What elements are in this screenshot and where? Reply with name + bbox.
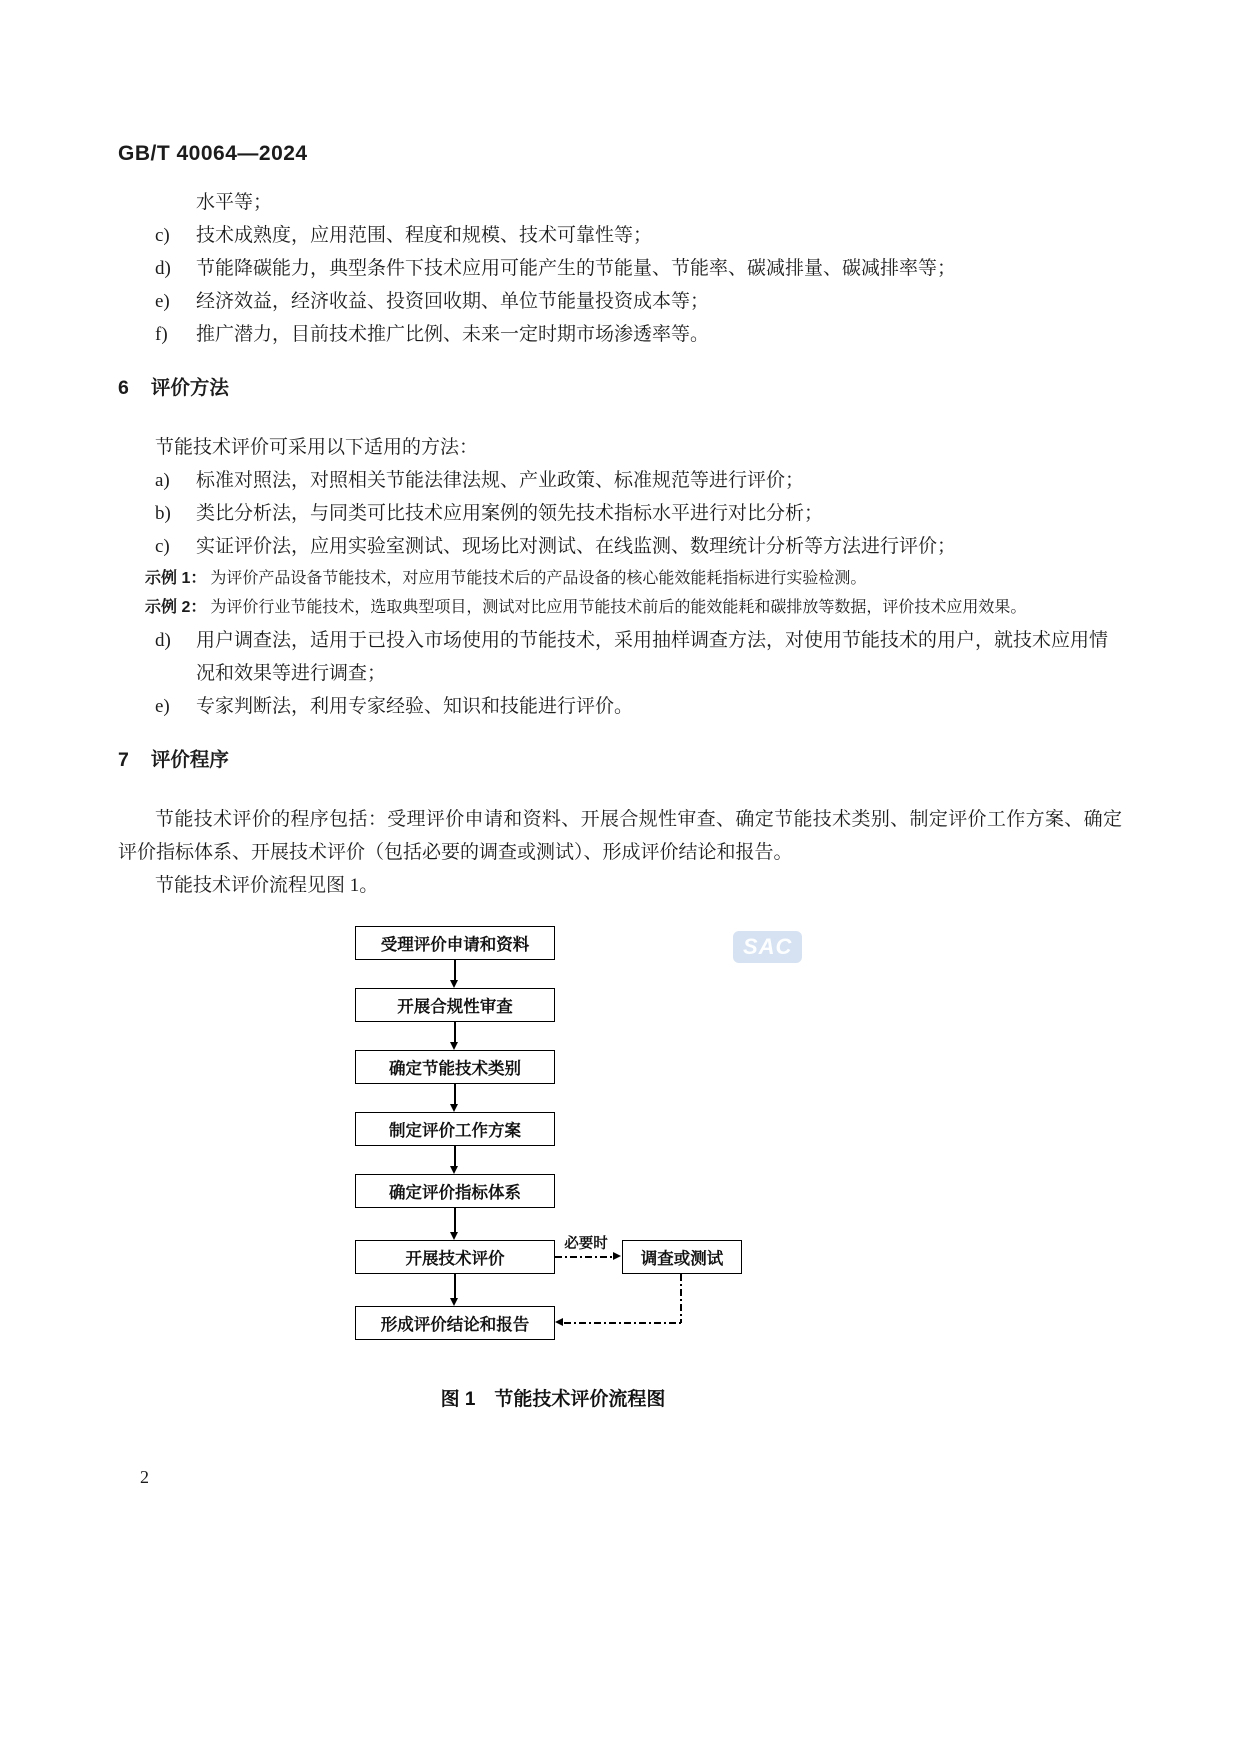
down-arrow-icon [454, 1274, 456, 1298]
figure-caption-wrap [118, 1384, 988, 1411]
flow-step-accept: 受理评价申请和资料 [355, 926, 555, 960]
list-marker: c) [155, 536, 170, 557]
list-text: 实证评价法，应用实验室测试、现场比对测试、在线监测、数理统计分析等方法进行评价； [196, 536, 957, 557]
section-title: 评价程序 [150, 749, 229, 771]
down-arrow-icon [454, 1084, 456, 1104]
flow-step-indicators: 确定评价指标体系 [355, 1174, 555, 1208]
dashdot-line [680, 1274, 682, 1323]
sac-watermark: SAC [733, 931, 802, 963]
list-item [118, 219, 1122, 252]
list-marker: f) [155, 324, 168, 345]
right-arrow-icon [613, 1252, 621, 1260]
list-marker: e) [155, 696, 170, 717]
example-2 [118, 595, 1122, 621]
list-item [118, 624, 1122, 690]
dashdot-line [564, 1322, 681, 1324]
flow-step-survey: 调查或测试 [622, 1240, 742, 1274]
list-marker: d) [155, 630, 171, 651]
flow-step-category: 确定节能技术类别 [355, 1050, 555, 1084]
flow-step-report: 形成评价结论和报告 [355, 1306, 555, 1340]
list-text: 推广潜力，目前技术推广比例、未来一定时期市场渗透率等。 [196, 324, 710, 345]
list-item [118, 464, 1122, 497]
section6-lead: 节能技术评价可采用以下适用的方法： [155, 437, 479, 458]
section-number: 7 [118, 749, 129, 771]
list-text: 类比分析法，与同类可比技术应用案例的领先技术指标水平进行对比分析； [196, 503, 824, 524]
page-number: 2 [140, 1467, 149, 1487]
down-arrow-icon [454, 1022, 456, 1042]
down-arrow-icon [454, 1208, 456, 1232]
down-arrow-icon [454, 1146, 456, 1166]
list-marker: a) [155, 470, 170, 491]
section7-figure-ref: 节能技术评价流程见图 1。 [155, 875, 379, 896]
list-text: 节能降碳能力，典型条件下技术应用可能产生的节能量、节能率、碳减排量、碳减排率等； [196, 258, 957, 279]
flow-step-evaluate: 开展技术评价 [355, 1240, 555, 1274]
list-marker: d) [155, 258, 171, 279]
list-item [118, 497, 1122, 530]
continuation-line: 水平等； [196, 192, 273, 213]
section7-paragraph: 节能技术评价的程序包括：受理评价申请和资料、开展合规性审查、确定节能技术类别、制定评价工作方案、确定评价指标体系、开展技术评价（包括必要的调查或测试）、形成评价结论和报告。 [118, 809, 1122, 863]
down-arrow-icon [454, 960, 456, 980]
branch-label: 必要时 [564, 1236, 608, 1252]
standard-number: GB/T 40064—2024 [118, 142, 308, 165]
example-text: 为评价行业节能技术，选取典型项目，测试对比应用节能技术前后的能效能耗和碳排放等数据，评价技术应用效果。 [210, 599, 1027, 616]
list-item [118, 285, 1122, 318]
list-text: 用户调查法，适用于已投入市场使用的节能技术，采用抽样调查方法，对使用节能技术的用户，就技术应用情况和效果等进行调查； [196, 630, 1109, 684]
flow-step-compliance: 开展合规性审查 [355, 988, 555, 1022]
section-heading-7 [118, 745, 1122, 775]
dashdot-line [555, 1256, 613, 1258]
flow-step-workplan: 制定评价工作方案 [355, 1112, 555, 1146]
section-title: 评价方法 [150, 377, 229, 399]
figure-caption: 图 1 节能技术评价流程图 [440, 1389, 666, 1410]
list-marker: c) [155, 225, 170, 246]
section-heading-6 [118, 373, 1122, 403]
example-label: 示例 2： [145, 599, 207, 616]
flowchart [118, 926, 1122, 1340]
list-text: 标准对照法，对照相关节能法律法规、产业政策、标准规范等进行评价； [196, 470, 805, 491]
list-item [118, 318, 1122, 351]
list-text: 经济效益，经济收益、投资回收期、单位节能量投资成本等； [196, 291, 710, 312]
example-text: 为评价产品设备节能技术，对应用节能技术后的产品设备的核心能效能耗指标进行实验检测。 [210, 570, 867, 587]
section-number: 6 [118, 377, 129, 399]
example-label: 示例 1： [145, 570, 207, 587]
list-marker: b) [155, 503, 171, 524]
list-item [118, 252, 1122, 285]
list-text: 专家判断法，利用专家经验、知识和技能进行评价。 [196, 696, 634, 717]
list-item [118, 690, 1122, 723]
list-text: 技术成熟度，应用范围、程度和规模、技术可靠性等； [196, 225, 653, 246]
list-item [118, 530, 1122, 563]
example-1 [118, 566, 1122, 592]
left-arrow-icon [555, 1318, 563, 1326]
list-marker: e) [155, 291, 170, 312]
